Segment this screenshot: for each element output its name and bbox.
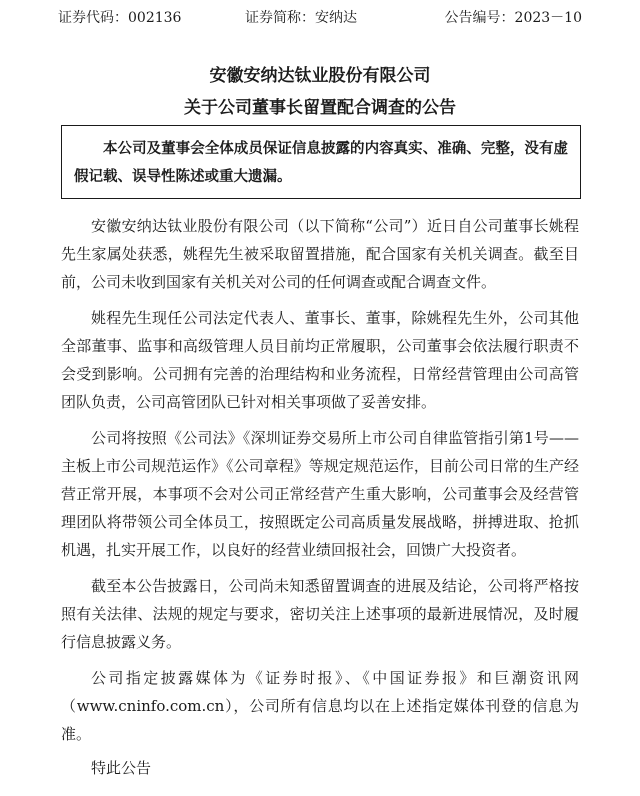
announcement-number: 公告编号：2023－10 bbox=[444, 10, 582, 26]
closing-line: 特此公告 bbox=[91, 759, 152, 777]
paragraph-4: 截至本公告披露日，公司尚未知悉留置调查的进展及结论，公司将严格按照有关法律、法规的规定与要求，密切关注上述事项的最新进展情况，及时履行信息披露义务。 bbox=[61, 577, 579, 651]
document-header bbox=[58, 8, 582, 28]
disclaimer-box: 本公司及董事会全体成员保证信息披露的内容真实、准确、完整，没有虚假记载、误导性陈述或重大遗漏。 bbox=[61, 125, 581, 199]
paragraph-1: 安徽安纳达钛业股份有限公司（以下简称“公司”）近日自公司董事长姚程先生家属处获悉，姚程先生被采取留置措施，配合国家有关机关调查。截至目前，公司未收到国家有关机关对公司的任何调查或配合调查文件。 bbox=[61, 217, 579, 291]
stock-name: 证券简称：安纳达 bbox=[245, 10, 357, 26]
paragraph-2: 姚程先生现任公司法定代表人、董事长、董事，除姚程先生外，公司其他全部董事、监事和高级管理人员目前均正常履职，公司董事会依法履行职责不会受到影响。公司拥有完善的治理结构和业务流程，日常经营管理由公司高管团队负责，公司高管团队已针对相关事项做了妥善安排。 bbox=[61, 309, 579, 411]
paragraph-5: 公司指定披露媒体为《证券时报》、《中国证券报》和巨潮资讯网（www.cninfo.com.cn），公司所有信息均以在上述指定媒体刊登的信息为准。 bbox=[61, 669, 579, 743]
stock-code: 证券代码：002136 bbox=[58, 10, 182, 26]
announcement-body bbox=[61, 212, 579, 790]
company-title: 安徽安纳达钛业股份有限公司 bbox=[209, 66, 431, 86]
paragraph-3: 公司将按照《公司法》《深圳证券交易所上市公司自律监管指引第1号——主板上市公司规范运作》《公司章程》等规定规范运作，目前公司日常的生产经营正常开展，本事项不会对公司正常经营产生重大影响，公司董事会及经营管理团队将带领公司全体员工，按照既定公司高质量发展战略，拼搏进取、抢抓机遇，扎实开展工作，以良好的经营业绩回报社会，回馈广大投资者。 bbox=[61, 429, 579, 559]
announcement-title: 关于公司董事长留置配合调查的公告 bbox=[184, 98, 456, 118]
